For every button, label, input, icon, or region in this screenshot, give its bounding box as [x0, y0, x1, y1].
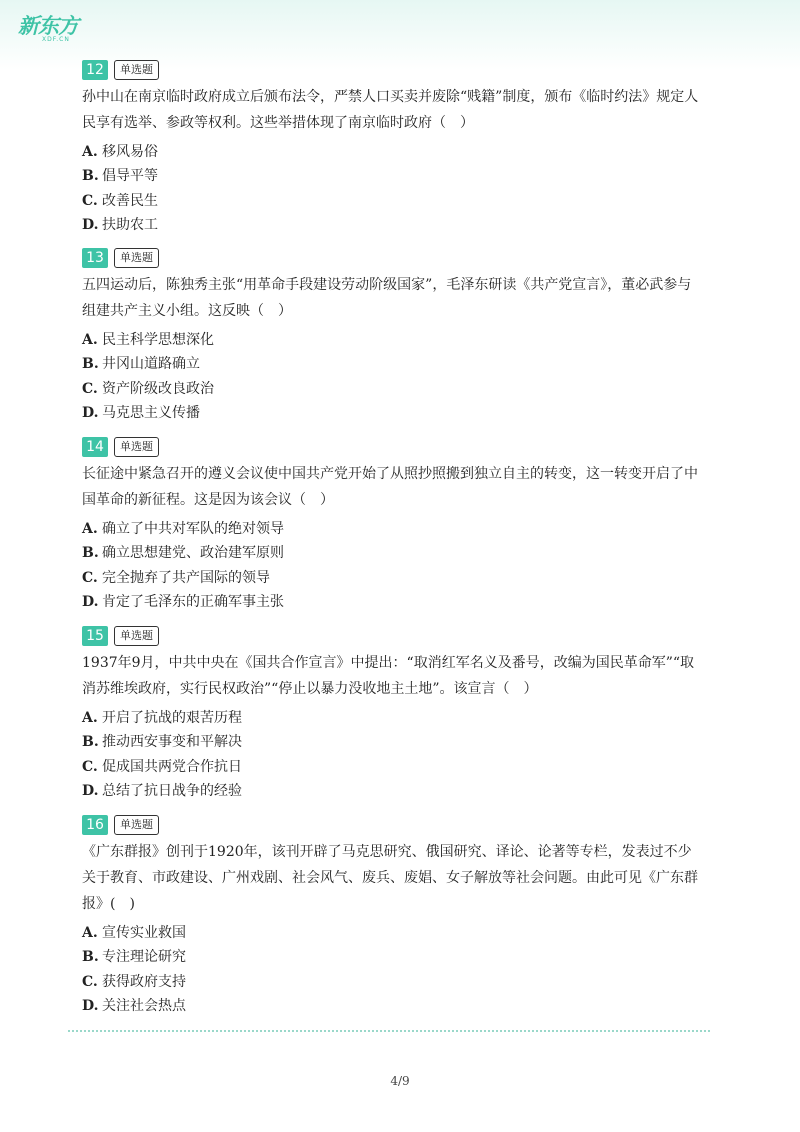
xdf-logo: [18, 10, 88, 44]
option-a[interactable]: A. 开启了抗战的艰苦历程: [82, 710, 242, 726]
option-a[interactable]: A. 确立了中共对军队的绝对领导: [82, 521, 284, 537]
question-stem: 孙中山在南京临时政府成立后颁布法令，严禁人口买卖并废除“贱籍”制度，颁布《临时约法》规定人民享有选举、参政等权利。这些举措体现了南京临时政府（ ）: [82, 89, 699, 131]
option-b[interactable]: B. 专注理论研究: [82, 949, 186, 966]
question-14: [82, 437, 702, 614]
option-d[interactable]: D. 肯定了毛泽东的正确军事主张: [82, 593, 284, 610]
option-c[interactable]: C. 获得政府支持: [82, 973, 186, 990]
option-d[interactable]: D. 关注社会热点: [82, 997, 186, 1014]
question-15: [82, 626, 702, 803]
option-c[interactable]: C. 资产阶级改良政治: [82, 380, 214, 397]
option-a[interactable]: A. 移风易俗: [82, 144, 158, 160]
options-list: [82, 921, 702, 1018]
options-list: [82, 706, 702, 803]
question-header: [82, 60, 702, 82]
option-b[interactable]: B. 倡导平等: [82, 168, 158, 185]
question-12: [82, 60, 702, 237]
option-c[interactable]: C. 改善民生: [82, 192, 158, 209]
question-stem: 《广东群报》创刊于1920年，该刊开辟了马克思研究、俄国研究、译论、论著等专栏，发表过不少关于教育、市政建设、广州戏剧、社会风气、废兵、废娼、女子解放等社会问题。由此可见《广东群报》( ): [82, 844, 698, 912]
question-13: [82, 248, 702, 425]
options-list: [82, 140, 702, 237]
question-type-tag: 单选题: [114, 248, 159, 268]
option-b[interactable]: B. 井冈山道路确立: [82, 356, 200, 373]
question-header: [82, 815, 702, 837]
question-16: [82, 815, 702, 1018]
question-stem: 长征途中紧急召开的遵义会议使中国共产党开始了从照抄照搬到独立自主的转变，这一转变开启了中国革命的新征程。这是因为该会议（ ）: [82, 466, 698, 508]
option-d[interactable]: D. 马克思主义传播: [82, 404, 200, 421]
option-a[interactable]: A. 宣传实业救国: [82, 925, 186, 941]
options-list: [82, 328, 702, 425]
page-number: 4/9: [390, 1074, 410, 1088]
option-c[interactable]: C. 促成国共两党合作抗日: [82, 758, 242, 775]
option-c[interactable]: C. 完全抛弃了共产国际的领导: [82, 569, 270, 586]
question-type-tag: 单选题: [114, 60, 159, 80]
question-number-badge: 16: [82, 815, 108, 835]
question-number-badge: 12: [82, 60, 108, 80]
logo-subtext: XDF.CN: [42, 36, 70, 43]
option-d[interactable]: D. 扶助农工: [82, 216, 158, 233]
options-list: [82, 517, 702, 614]
footer-divider: [68, 1030, 710, 1032]
option-a[interactable]: A. 民主科学思想深化: [82, 332, 214, 348]
option-b[interactable]: B. 确立思想建党、政治建军原则: [82, 545, 284, 562]
option-b[interactable]: B. 推动西安事变和平解决: [82, 734, 242, 751]
question-type-tag: 单选题: [114, 626, 159, 646]
question-stem: 五四运动后，陈独秀主张“用革命手段建设劳动阶级国家”，毛泽东研读《共产党宣言》，董必武参与组建共产主义小组。这反映（ ）: [82, 277, 692, 319]
question-header: [82, 437, 702, 459]
question-type-tag: 单选题: [114, 437, 159, 457]
option-d[interactable]: D. 总结了抗日战争的经验: [82, 782, 242, 799]
logo-text: 新东方: [18, 14, 78, 38]
question-type-tag: 单选题: [114, 815, 159, 835]
question-header: [82, 626, 702, 648]
question-number-badge: 15: [82, 626, 108, 646]
question-header: [82, 248, 702, 270]
question-stem: 1937年9月，中共中央在《国共合作宣言》中提出：“取消红军名义及番号，改编为国民革命军”“取消苏维埃政府，实行民权政治”“停止以暴力没收地主土地”。该宣言（ ）: [82, 655, 695, 697]
question-number-badge: 14: [82, 437, 108, 457]
question-number-badge: 13: [82, 248, 108, 268]
